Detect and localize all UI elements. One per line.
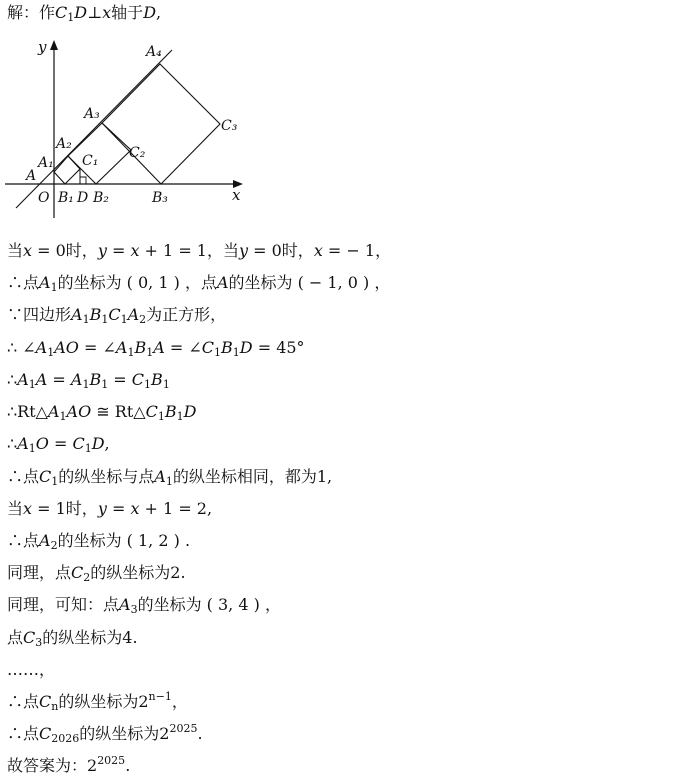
square-1 xyxy=(54,156,80,184)
solution-line-10 xyxy=(7,498,212,520)
y-axis-arrow-icon xyxy=(50,40,58,50)
label-A2: A₂ xyxy=(56,136,72,152)
line-text: ∴点$A_2$的坐标为 ( 1, 2 ) . xyxy=(7,531,191,552)
solution-line-12 xyxy=(7,562,186,584)
label-O: O xyxy=(38,190,50,206)
label-A1: A₁ xyxy=(38,155,54,171)
label-C1: C₁ xyxy=(82,153,99,169)
solution-line-17 xyxy=(7,723,203,745)
solution-line-5 xyxy=(7,337,305,359)
solution-line-15 xyxy=(7,659,55,681)
solution-line-13 xyxy=(7,594,281,616)
solution-line-1 xyxy=(7,2,161,24)
line-text: 故答案为：$2^{2025}$. xyxy=(7,754,131,775)
label-C2: C₂ xyxy=(129,145,146,161)
line-text: ∴点$A_1$的坐标为 ( 0, 1 ) ，点A的坐标为 ( − 1, 0 ) ， xyxy=(7,273,391,294)
line-text: 当x = 0时，y = x + 1 = 1，当y = 0时，x = − 1， xyxy=(7,241,392,260)
line-text: ∵四边形$A_1B_1C_1A_2$为正方形， xyxy=(7,305,227,326)
line-text: 同理，点$C_2$的纵坐标为2. xyxy=(7,563,186,584)
label-B3: B₃ xyxy=(152,190,168,206)
solution-line-9 xyxy=(7,466,332,488)
right-angle-mark xyxy=(80,177,86,184)
label-B1: B₁ xyxy=(58,190,74,206)
label-x: x xyxy=(232,186,241,204)
label-A3: A₃ xyxy=(84,106,100,122)
line-text: ……， xyxy=(7,660,56,679)
line-text: 解：作$C_1D\perp x$轴于D, xyxy=(7,3,162,24)
solution-line-11 xyxy=(7,530,190,552)
line-text: 同理，可知：点$A_3$的坐标为 ( 3, 4 ) ， xyxy=(7,595,281,616)
line-text: ∴点$C_{2026}$的纵坐标为$2^{2025}$. xyxy=(7,722,203,745)
solution-line-6 xyxy=(7,369,170,391)
solution-line-16 xyxy=(7,691,188,713)
line-text: ∴点$C_1$的纵坐标与点$A_1$的纵坐标相同，都为1, xyxy=(7,467,333,488)
solution-line-2 xyxy=(7,240,391,262)
square-3 xyxy=(102,64,220,184)
line-text: $\therefore A_1O = C_1D$, xyxy=(7,434,110,455)
label-A4: A₄ xyxy=(146,44,162,60)
solution-line-14 xyxy=(7,627,138,649)
label-D: D xyxy=(77,190,89,206)
label-A: A xyxy=(26,168,37,184)
square-2 xyxy=(68,123,131,184)
coordinate-figure xyxy=(0,30,260,220)
solution-line-3 xyxy=(7,272,390,294)
line-text: $\therefore A_1A = A_1B_1 = C_1B_1$ xyxy=(7,370,170,391)
line-text: 点$C_3$的纵坐标为4. xyxy=(7,628,138,649)
solution-line-18 xyxy=(7,755,130,777)
line-text: ∴ $\angle A_1AO$ = $\angle A_1B_1A$ = $\angle C_1B_1D = 45^\circ$ xyxy=(7,338,305,359)
solution-line-4 xyxy=(7,304,226,326)
label-B2: B₂ xyxy=(93,190,109,206)
line-text: ∴点$C_n$的纵坐标为$2^{n-1}$， xyxy=(7,690,188,713)
solution-line-8 xyxy=(7,433,110,455)
line-text: $\therefore Rt\triangle A_1AO$ ≅ $Rt\triangle C_1B_1D$ xyxy=(7,402,197,423)
label-C3: C₃ xyxy=(221,118,238,134)
line-text: 当x = 1时，y = x + 1 = 2, xyxy=(7,499,213,518)
label-y: y xyxy=(38,38,47,56)
solution-line-7 xyxy=(7,401,196,423)
